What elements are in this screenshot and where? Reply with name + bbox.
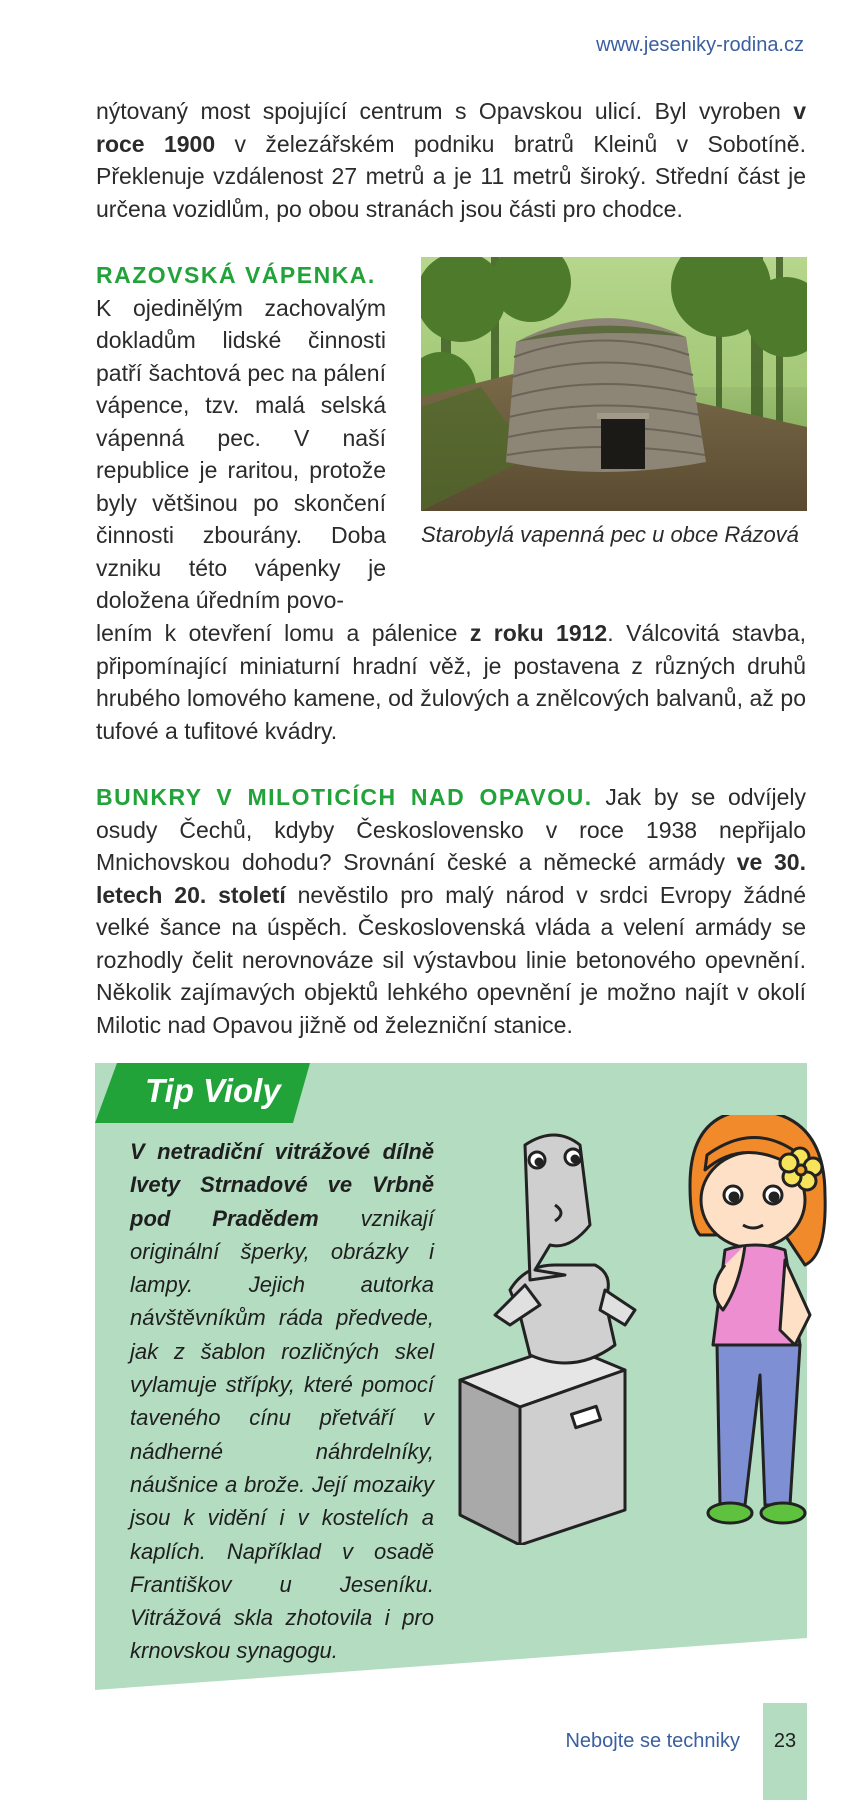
razova-bold-year: z roku 1912: [469, 620, 608, 646]
razova-heading: RAZOVSKÁ VÁPENKA.: [96, 262, 376, 288]
razova-text-2: lením k otevření lomu a pálenice: [96, 620, 470, 646]
bunkry-bold-decade: ve 30. letech 20. století: [96, 849, 806, 908]
lime-kiln-photo: [421, 257, 807, 511]
viola-illustration: [455, 1115, 830, 1545]
tip-text: vznikají originální šperky, obrázky i lampy. Jejich autorka návštěvníkům ráda předvede, jak z šablon rozličných skel vylamuje střípky, které pomocí taveného cínu přetváří v nádherné náhrdelníky, náušnice a brože. Její mozaiky jsou k vidění i v kostelích a kaplích. Například v osadě Františkov u Jeseníku. Vitrážová skla zhotovila i pro krnovskou synagogu.: [130, 1205, 434, 1664]
bunkry-paragraph: [96, 781, 806, 1041]
razova-paragraph-bottom: [96, 617, 806, 747]
photo-caption: Starobylá vapenná pec u obce Rázová: [421, 522, 799, 547]
footer-section-label: Nebojte se techniky: [565, 1730, 740, 1752]
razova-text-1: K ojedinělým zachovalým dokladům lidské činnosti patří šachtová pec na pálení vápence, tzv. malá selská vápenná pec. V naší republice je raritou, protože byly většinou po skončení činnosti zbourány. Doba vzniku této vápenky je doložena úředním povo-: [96, 294, 386, 613]
pedestal-sculpture: [460, 1135, 635, 1545]
tip-paragraph: [130, 1135, 434, 1668]
razova-text-3: . Válcovitá stavba, připomínající miniaturní hradní věž, je postavena z různých druhů hrubého lomového kamene, od žulových a znělcových balvanů, až po tufové a tufitové kvádry.: [96, 620, 806, 744]
page-number: 23: [773, 1730, 797, 1752]
bunkry-text-2: nevěstilo pro malý národ v srdci Evropy žádné velké šance na úspěch. Československá vláda a velení armády se rozhodly čelit nerovnováze sil výstavbou linie betonového opevnění. Několik zajímavých objektů lehkého opevnění je možno najít v okolí Milotic nad Opavou jižně od železniční stanice.: [96, 881, 806, 1038]
intro-paragraph: [96, 95, 806, 225]
tip-bold-text: V netradiční vitrážové dílně Ivety Strnadové ve Vrbně pod Pradědem: [130, 1139, 434, 1231]
viola-character: [690, 1115, 825, 1523]
intro-text-2: v železářském podniku bratrů Kleinů v Sobotíně. Překlenuje vzdálenost 27 metrů a je 11 metrů široký. Střední část je určena vozidlům, po obou stranách jsou části pro chodce.: [96, 130, 806, 222]
bunkry-heading: BUNKRY V MILOTICÍCH NAD OPAVOU.: [96, 784, 593, 810]
tip-title: Tip Violy: [145, 1072, 281, 1109]
site-url: www.jeseniky-rodina.cz: [596, 34, 804, 56]
razova-paragraph-top: [96, 259, 386, 617]
intro-text-1: nýtovaný most spojující centrum s Opavskou ulicí. Byl vyroben: [96, 98, 794, 124]
intro-bold-year: v roce 1900: [96, 98, 806, 157]
bunkry-text-1: Jak by se odvíjely osudy Čechů, kdyby Československo v roce 1938 nepřijalo Mnichovskou dohodu? Srovnání české a německé armády: [96, 784, 806, 875]
